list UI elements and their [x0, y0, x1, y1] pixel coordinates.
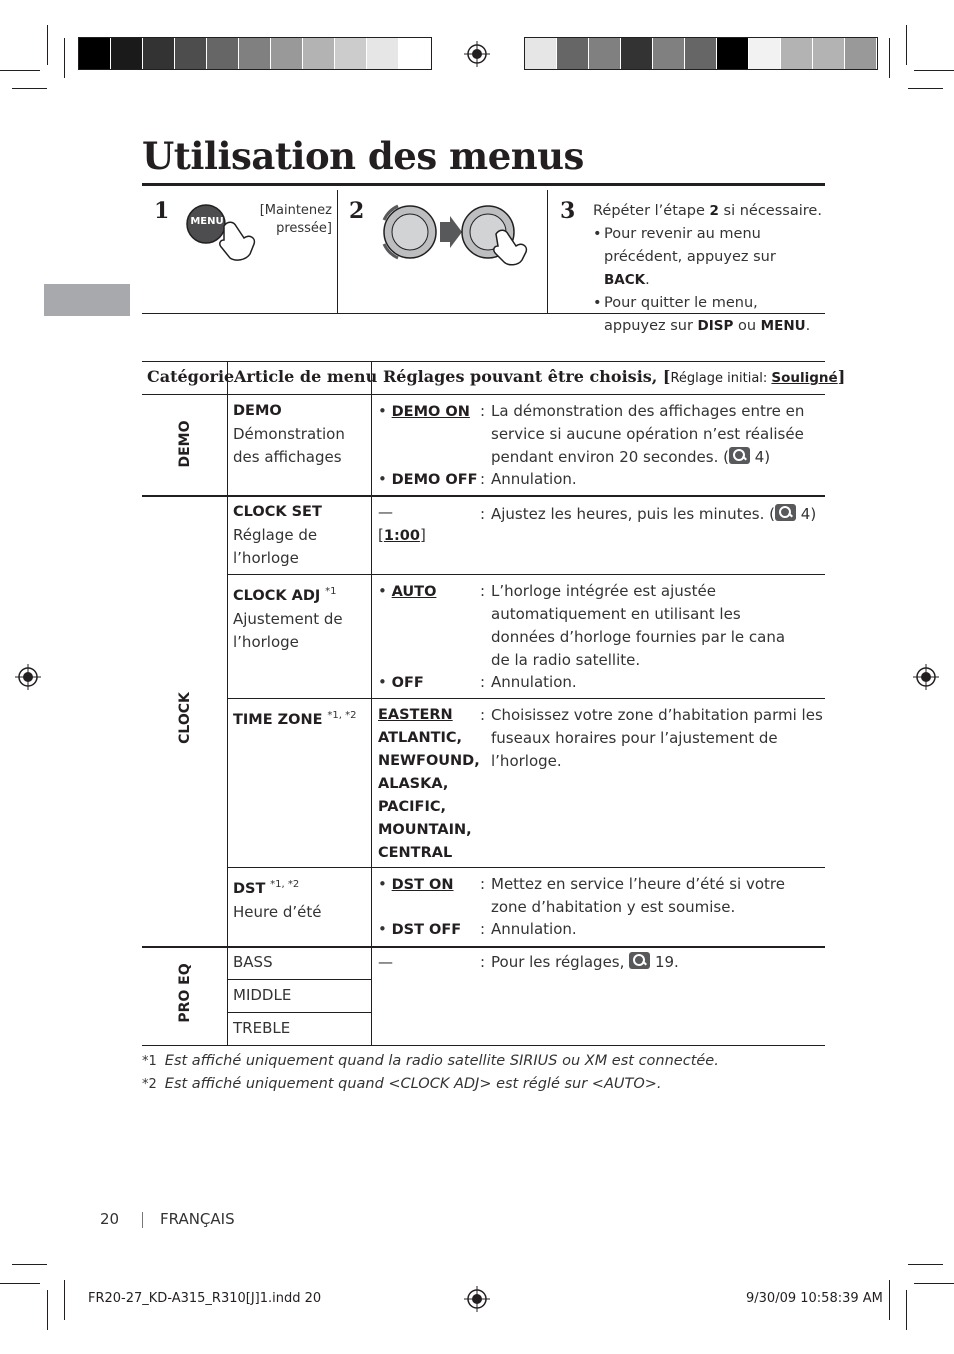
item-key: CLOCK SET [233, 504, 322, 520]
registration-mark-icon [464, 1286, 490, 1312]
header-settings-text: Réglages pouvant être choisis, [ [383, 367, 671, 386]
option-value: ATLANTIC, [378, 730, 463, 746]
header-category: Catégorie [147, 367, 235, 386]
option-value: PACIFIC, [378, 799, 447, 815]
header-item: Article de menu [234, 367, 378, 386]
reference-search-icon [775, 504, 796, 521]
color-swatch [335, 38, 367, 69]
table-rule [142, 946, 825, 948]
step-3-bullet: • Pour revenir au menu précédent, appuyez sur BACK. [593, 226, 776, 288]
color-swatch [303, 38, 335, 69]
page-ref: 19. [650, 953, 679, 971]
color-swatch [589, 38, 621, 69]
crop-mark [889, 38, 890, 78]
item-time-zone [233, 704, 368, 732]
text: Pour les réglages, [491, 953, 630, 971]
crop-mark [914, 1283, 954, 1284]
header-initial-value: Souligné [771, 370, 838, 386]
option-dst-off-desc: Annulation. [491, 920, 577, 938]
back-key-label: BACK [604, 272, 646, 288]
color-swatch [111, 38, 143, 69]
registration-mark-icon [464, 41, 490, 67]
page-separator [142, 1212, 143, 1228]
option-demo-on: • DEMO ON [378, 402, 470, 420]
item-demo [233, 400, 368, 469]
option-value: EASTERN [378, 707, 453, 723]
option-off-desc: Annulation. [491, 673, 577, 691]
step-3-bullet: • Pour quitter le menu, appuyez sur DISP ou MENU. [593, 295, 811, 334]
color-swatch [685, 38, 717, 69]
step-2-number: 2 [349, 198, 365, 224]
item-key: DEMO [233, 403, 282, 419]
color-swatch [239, 38, 271, 69]
crop-mark [0, 1283, 40, 1284]
option-value: DST OFF [391, 922, 462, 938]
footnote-text: Est affiché uniquement quand <CLOCK ADJ> est réglé sur <AUTO>. [164, 1076, 662, 1092]
option-auto-desc: L’horloge intégrée est ajustée automatiquement en utilisant les données d’horloge fournies par le cana de la radio satellite. [491, 582, 786, 669]
dash: — [378, 503, 393, 521]
table-col-rule [227, 361, 228, 1045]
table-rule [142, 361, 825, 362]
option-dst-on-desc: Mettez en service l’heure d’été si votre zone d’habitation y est soumise. [491, 875, 785, 916]
footnote-ref: *1, *2 [270, 879, 300, 890]
color-swatch [207, 38, 239, 69]
color-bar-right [524, 37, 878, 70]
option-dst-on: • DST ON [378, 875, 454, 893]
option-clock-set: — [1:00] [378, 503, 426, 544]
colon: : [480, 505, 486, 523]
option-off: • OFF [378, 673, 424, 691]
option-value: OFF [391, 675, 424, 691]
crop-mark [64, 1280, 65, 1320]
table-rule [142, 394, 825, 395]
option-demo-off-desc: Annulation. [491, 470, 577, 488]
crop-mark [47, 1290, 48, 1330]
disp-key-label: DISP [697, 318, 734, 334]
footnote-mark: *2 [142, 1077, 157, 1092]
step-3-text [593, 200, 823, 338]
text: . [645, 272, 650, 288]
colon: : [480, 582, 486, 600]
header-initial-label: Réglage initial: [670, 371, 772, 386]
page-title: Utilisation des menus [142, 134, 584, 178]
option-value: NEWFOUND, [378, 753, 480, 769]
slug-date: 9/30/09 10:58:39 AM [746, 1291, 883, 1306]
color-swatch [557, 38, 589, 69]
crop-mark [12, 1264, 47, 1265]
color-swatch [367, 38, 399, 69]
option-value: CENTRAL [378, 845, 453, 861]
text: ou [733, 318, 761, 334]
table-rule [227, 574, 825, 575]
item-key: TIME ZONE [233, 712, 323, 728]
option-value: DEMO OFF [391, 472, 478, 488]
language-label: FRANÇAIS [160, 1210, 235, 1228]
colon: : [480, 673, 486, 691]
option-demo-on-desc [491, 400, 821, 469]
crop-mark [47, 25, 48, 65]
item-key: DST [233, 881, 266, 897]
category-pro-eq: PRO EQ [177, 963, 193, 1023]
colon: : [480, 920, 486, 938]
registration-mark-icon [15, 664, 41, 690]
step-1-number: 1 [154, 198, 170, 224]
color-swatch [143, 38, 175, 69]
colon: : [480, 875, 486, 893]
item-treble: TREBLE [233, 1019, 291, 1037]
crop-mark [0, 70, 40, 71]
page-ref: 4) [749, 448, 771, 466]
table-rule [227, 979, 372, 980]
text: Pour quitter le menu, appuyez sur [604, 295, 758, 334]
item-bass: BASS [233, 953, 273, 971]
crop-mark [908, 1264, 943, 1265]
footnote-text: Est affiché uniquement quand la radio satellite SIRIUS ou XM est connectée. [164, 1053, 719, 1069]
table-rule [142, 495, 825, 497]
color-swatch [79, 38, 111, 69]
option-dst-off: • DST OFF [378, 920, 462, 938]
table-rule [227, 1012, 372, 1013]
color-swatch [525, 38, 557, 69]
option-value: DST ON [391, 877, 454, 893]
text: La démonstration des affichages entre en service si aucune opération n’est réalisée pendant environ 20 secondes. ( [491, 402, 805, 466]
step-ref: 2 [709, 203, 719, 219]
table-rule [142, 1045, 825, 1046]
crop-mark [914, 70, 954, 71]
step-1-note [252, 202, 332, 238]
table-rule [227, 867, 825, 868]
dash: — [378, 953, 393, 971]
step-3-number: 3 [560, 198, 576, 224]
option-value: DEMO ON [391, 404, 470, 420]
option-value: AUTO [391, 584, 437, 600]
option-auto: • AUTO [378, 582, 437, 600]
color-swatch [175, 38, 207, 69]
crop-mark [12, 88, 47, 89]
category-clock: CLOCK [177, 692, 193, 744]
color-swatch [749, 38, 781, 69]
footnote [142, 1076, 662, 1092]
item-desc: Réglage de l’horloge [233, 526, 318, 567]
header-close: ] [837, 367, 846, 386]
color-swatch [781, 38, 813, 69]
item-clock-adj [233, 580, 368, 654]
slug-file: FR20-27_KD-A315_R310[J]1.indd 20 [88, 1291, 322, 1306]
footnote [142, 1053, 719, 1069]
text: . [805, 318, 811, 334]
item-dst [233, 873, 368, 924]
table-rule [227, 698, 825, 699]
option-clock-set-desc [491, 503, 821, 526]
text: Répéter l’étape [593, 203, 710, 219]
color-swatch [845, 38, 877, 69]
color-swatch [399, 38, 431, 69]
color-swatch [813, 38, 845, 69]
footnote-mark: *1 [142, 1054, 157, 1069]
item-desc: Démonstration des affichages [233, 425, 345, 466]
crop-mark [64, 38, 65, 78]
table-col-rule [371, 361, 372, 1045]
footnote-ref: *1, *2 [327, 710, 357, 721]
proeq-desc [491, 951, 679, 974]
section-tab [44, 284, 130, 316]
crop-mark [908, 88, 943, 89]
option-value: MOUNTAIN, [378, 822, 472, 838]
crop-mark [906, 25, 907, 65]
option-demo-off: • DEMO OFF [378, 470, 478, 488]
colon: : [480, 402, 486, 420]
page-number: 20 [100, 1210, 120, 1228]
registration-mark-icon [913, 664, 939, 690]
reference-search-icon [629, 952, 650, 969]
option-value: ALASKA, [378, 776, 449, 792]
time-zone-desc: Choisissez votre zone d’habitation parmi les fuseaux horaires pour l’ajustement de l’horloge. [491, 706, 823, 770]
color-bar-left [78, 37, 432, 70]
item-desc: Ajustement de l’horloge [233, 610, 343, 651]
color-swatch [717, 38, 749, 69]
page-ref: 4) [796, 505, 817, 523]
colon: : [480, 706, 486, 724]
category-demo: DEMO [177, 420, 193, 468]
steps-box [142, 186, 825, 334]
rotate-then-press-knob-icon [378, 198, 538, 268]
crop-mark [906, 1290, 907, 1330]
item-key: CLOCK ADJ [233, 588, 321, 604]
color-swatch [621, 38, 653, 69]
colon: : [480, 470, 486, 488]
step-1-note-line: [Maintenez [259, 203, 332, 218]
menu-button-label: MENU [190, 216, 224, 227]
text: Ajustez les heures, puis les minutes. ( [491, 505, 776, 523]
header-settings [383, 367, 845, 386]
reference-search-icon [729, 447, 750, 464]
colon: : [480, 953, 486, 971]
item-middle: MIDDLE [233, 986, 292, 1004]
color-swatch [653, 38, 685, 69]
item-clock-set [233, 501, 368, 570]
step-1-note-line: pressée] [276, 221, 332, 236]
step-divider [337, 190, 338, 314]
option-value: 1:00 [383, 528, 420, 544]
text: si nécessaire. [718, 203, 822, 219]
step-3-line [593, 200, 823, 223]
time-zone-options [378, 704, 480, 865]
color-swatch [271, 38, 303, 69]
crop-mark [889, 1280, 890, 1320]
item-desc: Heure d’été [233, 903, 322, 921]
menu-key-label: MENU [760, 318, 806, 334]
text: Pour revenir au menu précédent, appuyez sur [604, 226, 776, 265]
footnote-ref: *1 [325, 586, 337, 597]
step-divider [547, 190, 548, 314]
